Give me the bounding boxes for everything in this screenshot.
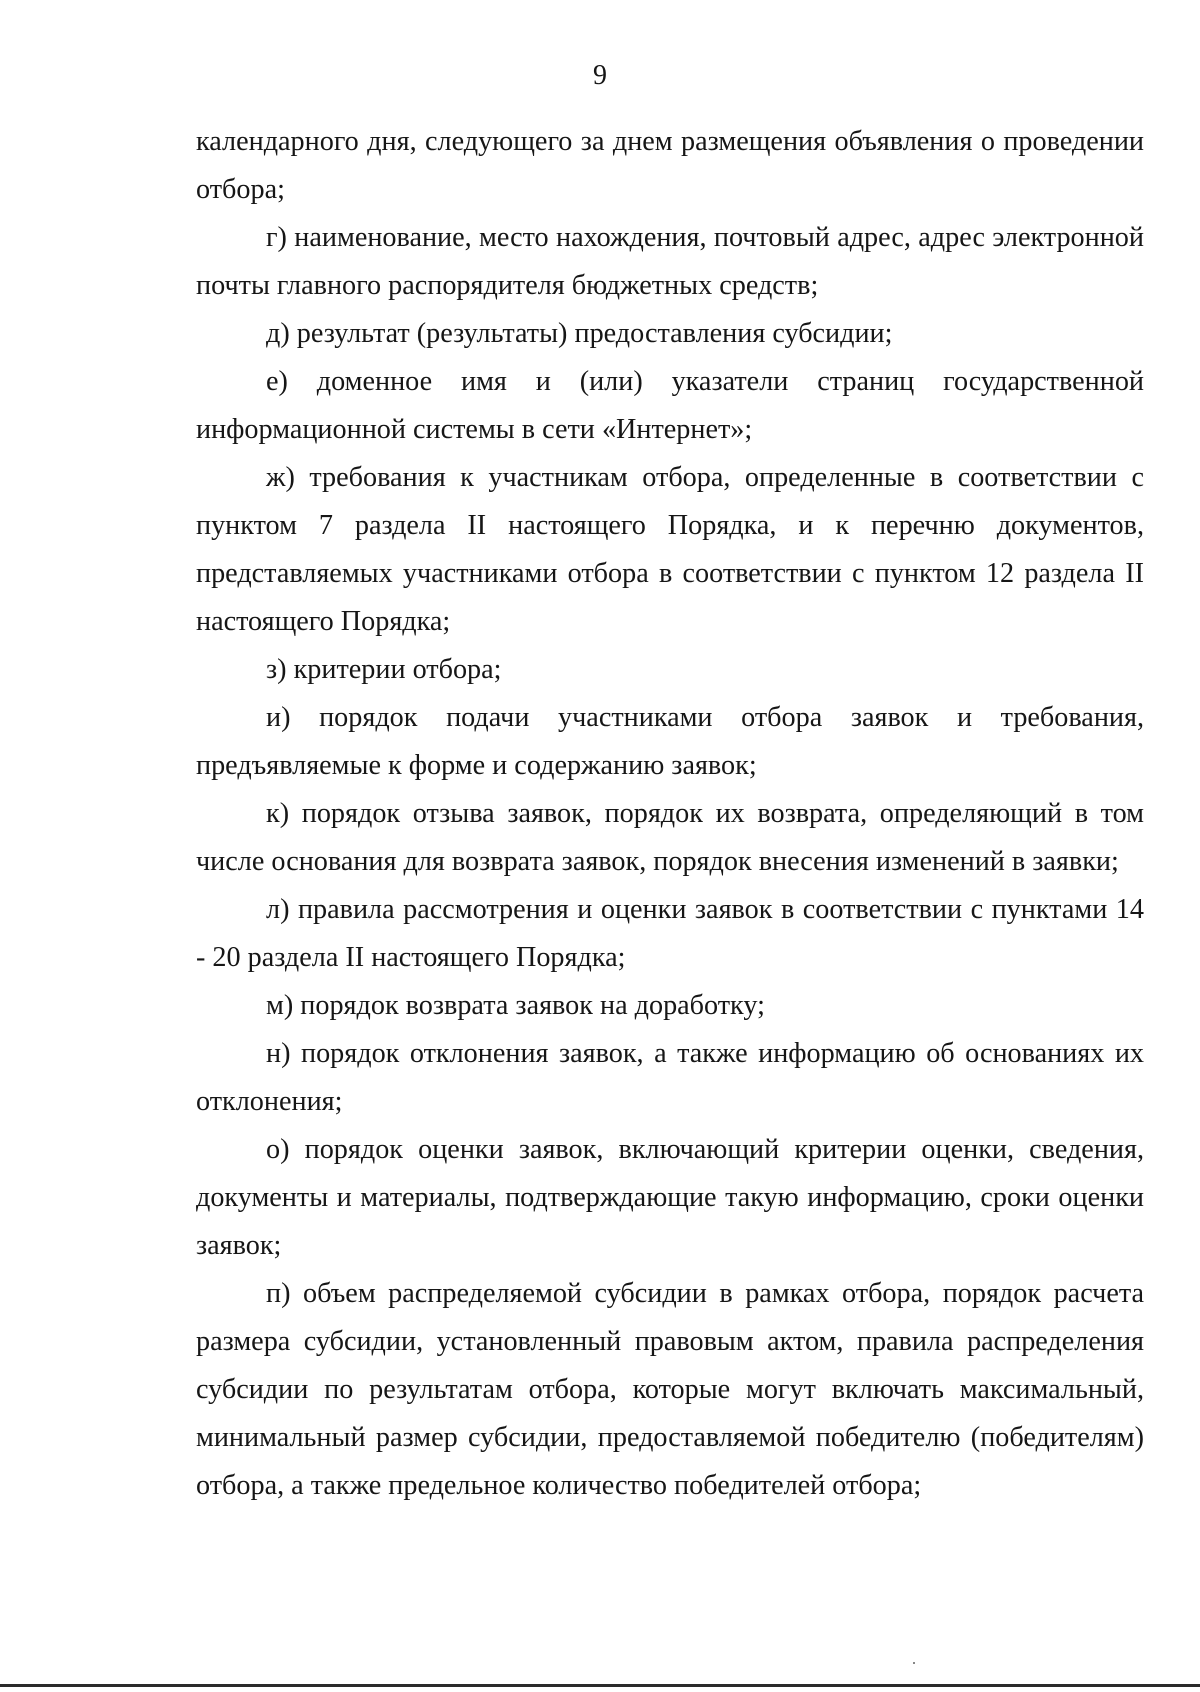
- paragraph-item-i: и) порядок подачи участниками отбора заявок и требования, предъявляемые к форме и содержанию заявок;: [196, 702, 1144, 781]
- scan-speck: [913, 1662, 915, 1664]
- paragraph-item-n: н) порядок отклонения заявок, а также информацию об основаниях их отклонения;: [196, 1038, 1144, 1117]
- paragraph-continuation: календарного дня, следующего за днем размещения объявления о проведении отбора;: [196, 126, 1144, 205]
- paragraph-item-g: г) наименование, место нахождения, почтовый адрес, адрес электронной почты главного распорядителя бюджетных средств;: [196, 222, 1144, 301]
- paragraph-item-m: м) порядок возврата заявок на доработку;: [266, 990, 765, 1021]
- paragraph-item-p: п) объем распределяемой субсидии в рамках отбора, порядок расчета размера субсидии, установленный правовым актом, правила распределения субсидии по результатам отбора, которые могут включать максимальный, минимальный размер субсидии, предоставляемой победителю (победителям) отбора, а также предельное количество победителей отбора;: [196, 1278, 1144, 1501]
- paragraph-item-d: д) результат (результаты) предоставления субсидии;: [266, 318, 893, 349]
- document-body: [196, 118, 1144, 1510]
- paragraph-item-e: е) доменное имя и (или) указатели страниц государственной информационной системы в сети «Интернет»;: [196, 366, 1144, 445]
- page-number: 9: [593, 60, 607, 91]
- paragraph-item-l: л) правила рассмотрения и оценки заявок в соответствии с пунктами 14 - 20 раздела II настоящего Порядка;: [196, 894, 1144, 973]
- paragraph-item-z: з) критерии отбора;: [266, 654, 502, 685]
- page-bottom-edge: [0, 1684, 1200, 1687]
- paragraph-item-zh: ж) требования к участникам отбора, определенные в соответствии с пунктом 7 раздела II настоящего Порядка, и к перечню документов, представляемых участниками отбора в соответствии с пунктом 12 раздела II настоящего Порядка;: [196, 462, 1144, 637]
- paragraph-item-k: к) порядок отзыва заявок, порядок их возврата, определяющий в том числе основания для возврата заявок, порядок внесения изменений в заявки;: [196, 798, 1144, 877]
- paragraph-item-o: о) порядок оценки заявок, включающий критерии оценки, сведения, документы и материалы, подтверждающие такую информацию, сроки оценки заявок;: [196, 1134, 1144, 1261]
